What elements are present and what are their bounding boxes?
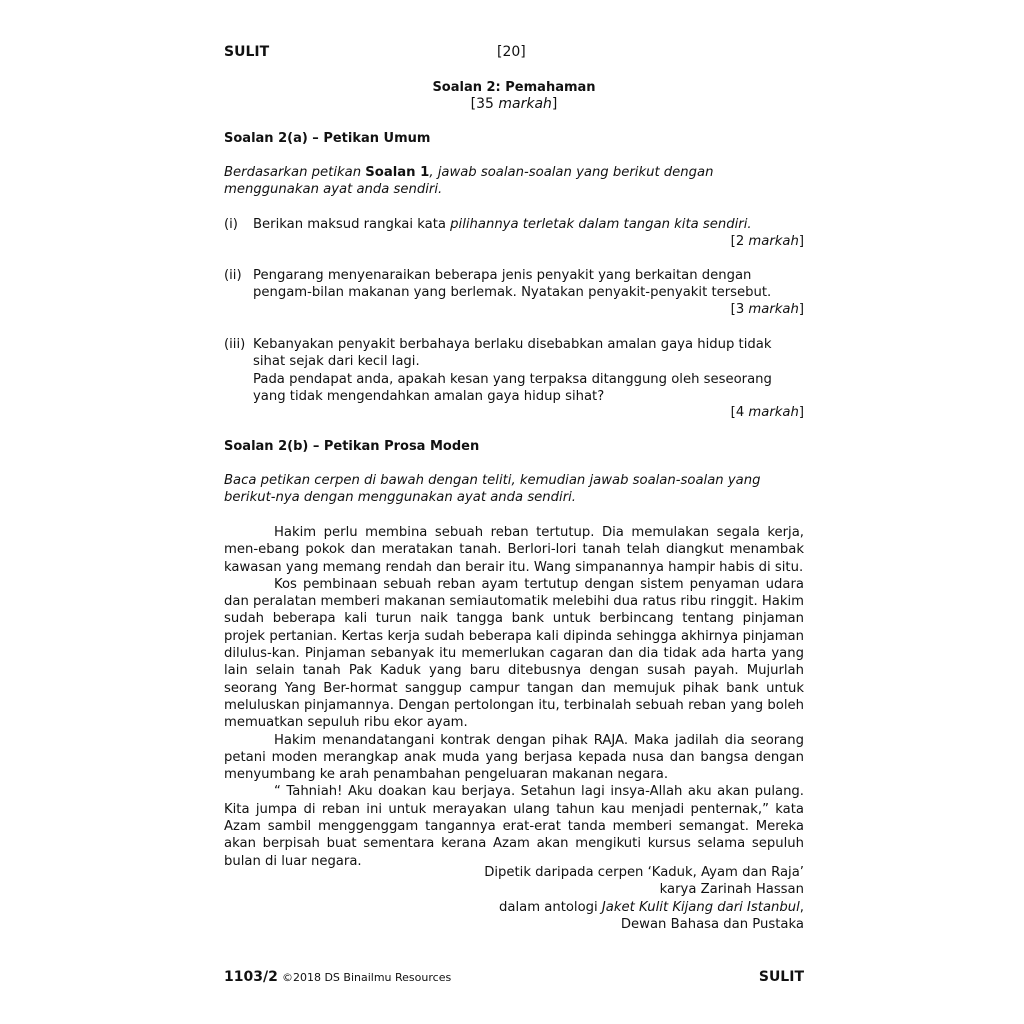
section-b-heading: Soalan 2(b) – Petikan Prosa Moden bbox=[224, 439, 480, 454]
marks-word: markah bbox=[498, 96, 552, 112]
marks-prefix: [35 bbox=[470, 96, 499, 112]
citation-text: dalam antologi bbox=[499, 899, 602, 915]
question-number: (ii) bbox=[224, 268, 242, 283]
page-title: Soalan 2: Pemahaman bbox=[432, 80, 596, 95]
instruction-post: , jawab soalan-soalan yang berikut dengan menggunakan ayat anda sendiri. bbox=[224, 165, 714, 198]
question-text-line1: Kebanyakan penyakit berbahaya berlaku disebabkan amalan gaya hidup tidak sihat sejak dari kecil lagi. bbox=[253, 337, 772, 370]
question-iii bbox=[224, 336, 804, 424]
marks-prefix: [3 bbox=[730, 302, 749, 317]
citation-punct: , bbox=[799, 899, 804, 915]
question-marks bbox=[731, 301, 804, 318]
question-number: (i) bbox=[224, 217, 238, 232]
citation-book-title: Jaket Kulit Kijang dari Istanbul bbox=[601, 899, 800, 915]
question-text: Pengarang menyenaraikan beberapa jenis penyakit yang berkaitan dengan pengam-bilan makanan yang berlemak. Nyatakan penyakit-penyakit tersebut. bbox=[253, 268, 772, 301]
section-a-heading: Soalan 2(a) – Petikan Umum bbox=[224, 131, 431, 146]
prose-paragraph: Kos pembinaan sebuah reban ayam tertutup dengan sistem penyaman udara dan peralatan memberi makanan semiautomatik melebihi dua ratus ribu ringgit. Hakim sudah beberapa kali turun naik tangga bank untuk berbincang tentang pinjaman projek pertanian. Kertas kerja sudah beberapa kali dipinda sehingga akhirnya pinjaman dilulus-kan. Pinjaman sebanyak itu memerlukan cagaran dan dia tidak ada harta yang lain selain tanah Pak Kaduk yang baru ditebusnya dengan susah payah. Mujurlah seorang Yang Ber-hormat sanggup campur tangan dan memujuk pihak bank untuk meluluskan pinjamannya. Dengan pertolongan itu, terbinalah sebuah reban yang boleh memuatkan sepuluh ribu ekor ayam. bbox=[224, 576, 804, 731]
marks-suffix: ] bbox=[798, 234, 804, 249]
marks-prefix: [4 bbox=[730, 405, 749, 420]
section-a-instruction bbox=[224, 164, 804, 199]
instruction-pre: Berdasarkan petikan bbox=[224, 165, 366, 180]
question-text-line2: Pada pendapat anda, apakah kesan yang terpaksa ditanggung oleh seseorang yang tidak mengendahkan amalan gaya hidup sihat? bbox=[253, 371, 772, 404]
question-i bbox=[224, 216, 804, 252]
citation bbox=[480, 864, 804, 933]
section-b-instruction: Baca petikan cerpen di bawah dengan teliti, kemudian jawab soalan-soalan yang berikut-nya dengan menggunakan ayat anda sendiri. bbox=[224, 473, 761, 506]
page-number: [20] bbox=[497, 44, 526, 60]
marks-word: markah bbox=[748, 234, 799, 249]
prose-passage bbox=[224, 524, 804, 870]
total-marks bbox=[224, 96, 804, 112]
question-text-italic: pilihannya terletak dalam tangan kita sendiri. bbox=[450, 217, 752, 232]
citation-line: Dipetik daripada cerpen ‘Kaduk, Ayam dan Raja’ bbox=[484, 865, 804, 880]
prose-paragraph: Hakim menandatangani kontrak dengan pihak RAJA. Maka jadilah dia seorang petani moden merangkap anak muda yang berjasa kepada nusa dan bangsa dengan menyumbang ke arah penambahan pengeluaran makanan negara. bbox=[224, 732, 804, 783]
citation-line: Dewan Bahasa dan Pustaka bbox=[620, 916, 804, 932]
marks-suffix: ] bbox=[551, 96, 558, 112]
footer-left bbox=[224, 969, 451, 985]
instruction-bold: Soalan 1 bbox=[365, 165, 430, 180]
question-text bbox=[253, 216, 804, 233]
question-ii bbox=[224, 267, 804, 321]
marks-word: markah bbox=[748, 405, 799, 420]
marks-suffix: ] bbox=[798, 302, 804, 317]
header-classification: SULIT bbox=[224, 44, 270, 60]
citation-line bbox=[480, 899, 804, 916]
paper-code: 1103/2 bbox=[224, 969, 278, 985]
copyright-notice: ©2018 DS Binailmu Resources bbox=[281, 971, 452, 984]
question-marks bbox=[731, 404, 804, 421]
footer-classification: SULIT bbox=[758, 969, 804, 985]
marks-prefix: [2 bbox=[730, 234, 749, 249]
citation-line: karya Zarinah Hassan bbox=[659, 882, 804, 898]
question-marks bbox=[731, 233, 804, 250]
question-text-pre: Berikan maksud rangkai kata bbox=[253, 217, 451, 232]
question-number: (iii) bbox=[224, 337, 246, 352]
marks-word: markah bbox=[748, 302, 799, 317]
prose-paragraph: “ Tahniah! Aku doakan kau berjaya. Setahun lagi insya-Allah aku akan pulang. Kita jumpa di reban ini untuk merayakan ulang tahun kau menjadi penternak,” kata Azam sambil menggenggam tangannya erat-erat tanda memberi semangat. Mereka akan berpisah buat sementara kerana Azam akan mengikuti kursus selama sepuluh bulan di luar negara. bbox=[224, 784, 804, 869]
prose-paragraph: Hakim perlu membina sebuah reban tertutup. Dia memulakan segala kerja, men-ebang pokok dan meratakan tanah. Berlori-lori tanah telah diangkut menambak kawasan yang memang rendah dan berair itu. Wang simpanannya hampir habis di situ. bbox=[224, 525, 804, 575]
marks-suffix: ] bbox=[798, 405, 804, 420]
